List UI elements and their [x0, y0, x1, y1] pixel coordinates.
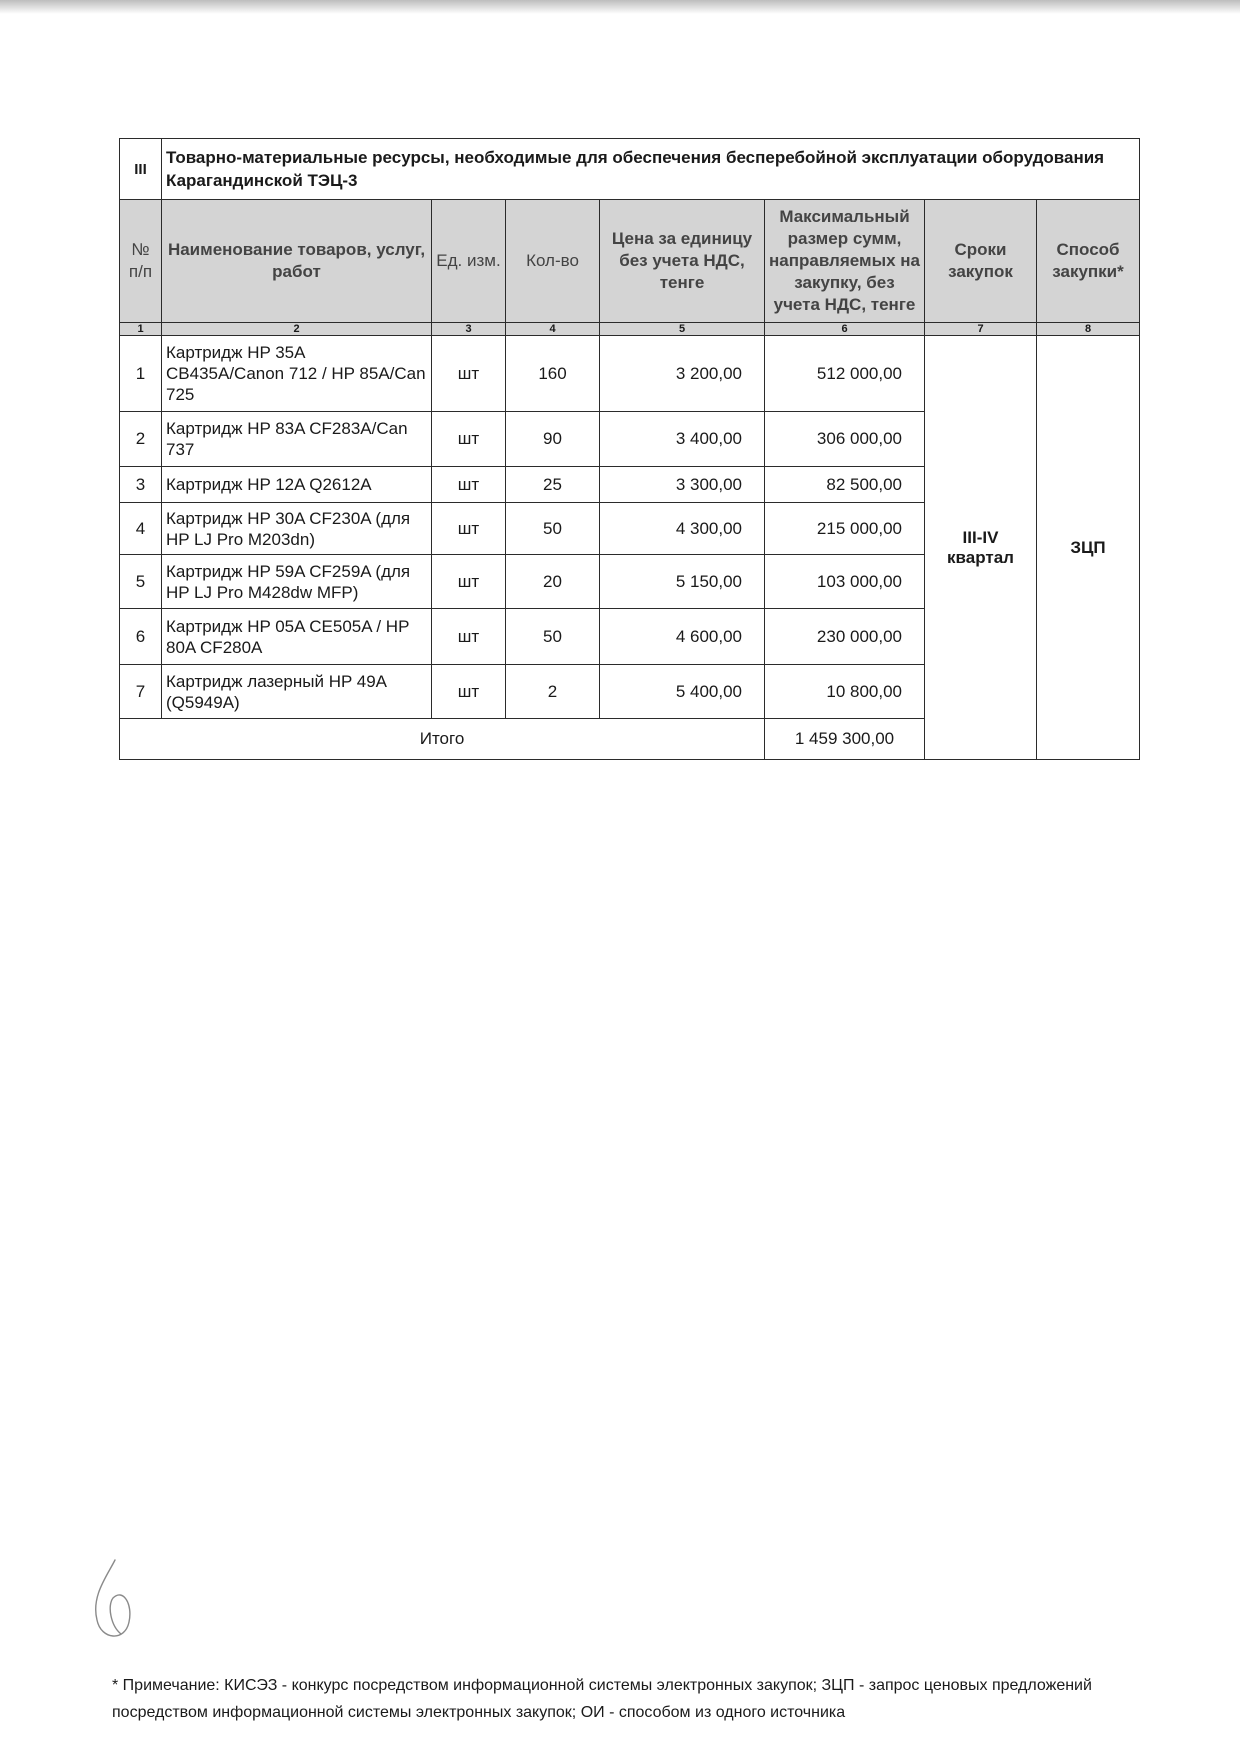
row-sum: 82 500,00 [765, 467, 925, 503]
row-item-name: Картридж HP 12A Q2612A [162, 467, 432, 503]
col-index: 8 [1037, 323, 1140, 336]
procurement-table [119, 138, 1140, 760]
col-header-name: Наименование товаров, услуг, работ [162, 200, 432, 323]
row-price: 4 300,00 [600, 503, 765, 555]
row-sum: 10 800,00 [765, 665, 925, 719]
row-item-name: Картридж HP 83A CF283A/Can 737 [162, 412, 432, 467]
col-header-number: № п/п [120, 200, 162, 323]
row-unit: шт [432, 665, 506, 719]
col-index: 6 [765, 323, 925, 336]
row-unit: шт [432, 555, 506, 609]
row-qty: 20 [506, 555, 600, 609]
row-qty: 50 [506, 609, 600, 665]
row-qty: 25 [506, 467, 600, 503]
row-number: 2 [120, 412, 162, 467]
row-unit: шт [432, 503, 506, 555]
col-header-unit: Ед. изм. [432, 200, 506, 323]
row-unit: шт [432, 609, 506, 665]
row-unit: шт [432, 412, 506, 467]
column-header-row [120, 200, 1140, 323]
row-number: 3 [120, 467, 162, 503]
col-header-sum: Максимальный размер сумм, направляемых на закупку, без учета НДС, тенге [765, 200, 925, 323]
row-qty: 160 [506, 336, 600, 412]
section-title: Товарно-материальные ресурсы, необходимые для обеспечения бесперебойной эксплуатации оборудования Карагандинской ТЭЦ-3 [162, 139, 1140, 200]
total-label: Итого [120, 719, 765, 760]
row-price: 4 600,00 [600, 609, 765, 665]
row-number: 5 [120, 555, 162, 609]
row-number: 1 [120, 336, 162, 412]
row-item-name: Картридж HP 59A CF259A (для HP LJ Pro M428dw MFP) [162, 555, 432, 609]
row-sum: 215 000,00 [765, 503, 925, 555]
col-header-qty: Кол-во [506, 200, 600, 323]
section-number: III [120, 139, 162, 200]
col-index: 5 [600, 323, 765, 336]
row-item-name: Картридж лазерный HP 49A (Q5949A) [162, 665, 432, 719]
row-unit: шт [432, 336, 506, 412]
column-number-row [120, 323, 1140, 336]
col-index: 2 [162, 323, 432, 336]
col-index: 4 [506, 323, 600, 336]
col-index: 7 [925, 323, 1037, 336]
row-price: 3 400,00 [600, 412, 765, 467]
row-qty: 2 [506, 665, 600, 719]
row-price: 3 200,00 [600, 336, 765, 412]
row-sum: 306 000,00 [765, 412, 925, 467]
row-sum: 230 000,00 [765, 609, 925, 665]
row-price: 5 150,00 [600, 555, 765, 609]
row-price: 3 300,00 [600, 467, 765, 503]
col-header-price: Цена за единицу без учета НДС, тенге [600, 200, 765, 323]
row-item-name: Картридж HP 05A CE505A / HP 80A CF280A [162, 609, 432, 665]
row-sum: 103 000,00 [765, 555, 925, 609]
row-number: 7 [120, 665, 162, 719]
procurement-terms: III-IV квартал [925, 336, 1037, 760]
handwritten-signature [85, 1556, 145, 1646]
footnote: * Примечание: КИСЭЗ - конкурс посредством информационной системы электронных закупок; ЗЦП - запрос ценовых предложений посредством информационной системы электронных закупок; ОИ - способом из одного источника [112, 1677, 1092, 1721]
table-row [120, 336, 1140, 412]
row-number: 6 [120, 609, 162, 665]
section-header-row [120, 139, 1140, 200]
col-index: 3 [432, 323, 506, 336]
scan-edge-shadow [0, 0, 1240, 14]
row-price: 5 400,00 [600, 665, 765, 719]
row-sum: 512 000,00 [765, 336, 925, 412]
row-qty: 90 [506, 412, 600, 467]
total-value: 1 459 300,00 [765, 719, 925, 760]
col-header-method: Способ закупки* [1037, 200, 1140, 323]
row-number: 4 [120, 503, 162, 555]
procurement-method: ЗЦП [1037, 336, 1140, 760]
row-qty: 50 [506, 503, 600, 555]
row-item-name: Картридж HP 35A CB435A/Canon 712 / HP 85A/Can 725 [162, 336, 432, 412]
col-header-terms: Сроки закупок [925, 200, 1037, 323]
col-index: 1 [120, 323, 162, 336]
row-item-name: Картридж HP 30A CF230A (для HP LJ Pro M203dn) [162, 503, 432, 555]
row-unit: шт [432, 467, 506, 503]
